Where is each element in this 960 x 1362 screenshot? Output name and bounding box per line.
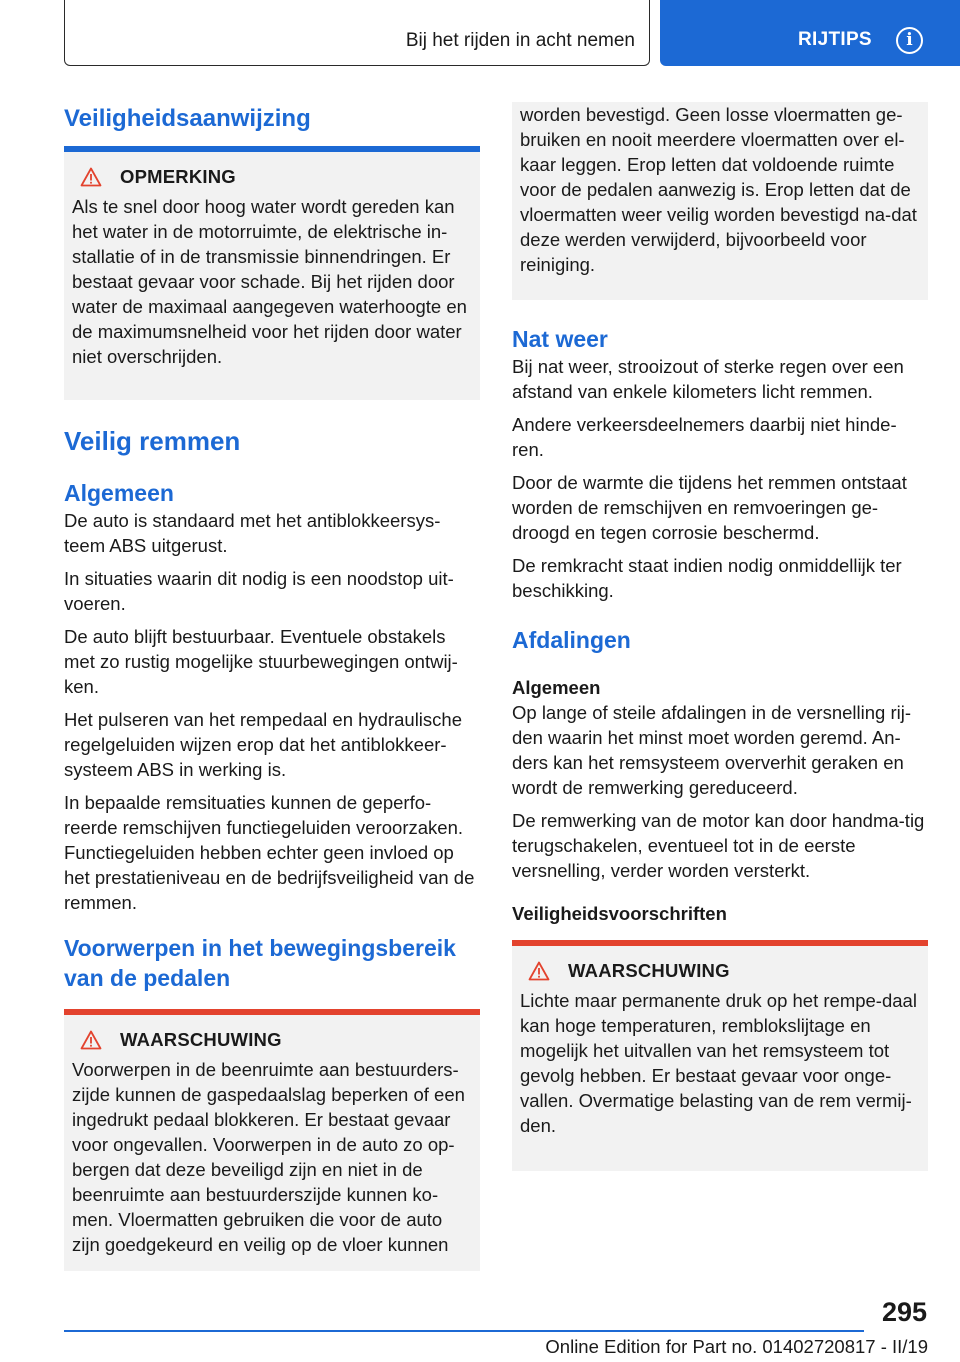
header-chapter-tab xyxy=(64,0,650,66)
note-title-warning: WAARSCHUWING xyxy=(120,1029,282,1050)
note-box-remark xyxy=(64,152,480,400)
left-column xyxy=(64,96,480,1271)
subheading-safety-rules: Veiligheidsvoorschriften xyxy=(512,903,727,924)
paragraph-perforated-discs: In bepaalde remsituaties kunnen de geperfo-reerde remschijven functiegeluiden veroorzaken. Functiegeluiden hebben echter geen invloed op het prestatieniveau en de bedrijfsveiligheid van de remmen. xyxy=(64,792,475,913)
subheading-general: Algemeen xyxy=(512,677,601,698)
paragraph-engine-braking: De remwerking van de motor kan door handma-tig terugschakelen, eventueel tot in de eerste versnelling, verder worden versterkt. xyxy=(512,810,925,881)
paragraph-pulsing: Het pulseren van het rempedaal en hydraulische regelgeluiden wijzen erop dat het antiblokkeer-systeem ABS in werking is. xyxy=(64,709,462,780)
note-header xyxy=(520,960,920,982)
note-title-warning: WAARSCHUWING xyxy=(568,960,730,981)
page-number: 295 xyxy=(881,1297,927,1327)
warning-triangle-icon xyxy=(528,961,550,981)
note-title-remark: OPMERKING xyxy=(120,166,236,187)
heading-safety-instruction: Veiligheidsaanwijzing xyxy=(64,105,311,132)
note-header xyxy=(72,1029,472,1051)
heading-descents: Afdalingen xyxy=(512,627,631,653)
paragraph-brake-force: De remkracht staat indien nodig onmiddellijk ter beschikking. xyxy=(512,555,902,601)
right-column xyxy=(512,102,928,1171)
info-icon[interactable]: i xyxy=(896,27,923,54)
note-text-warning-pedals: Voorwerpen in de beenruimte aan bestuurders-zijde kunnen de gaspedaalslag beperken of een ingedrukt pedaal blokkeren. Er bestaat gevaar voor ongevallen. Voorwerpen in de auto zo op-bergen dat deze beveiligd zijn en niet in de beenruimte aan bestuurderszijde kunnen ko-men. Vloermatten gebruiken die voor de auto zijn goedgekeurd en veilig op de vloer kunnen xyxy=(72,1059,465,1255)
header-section-title: RIJTIPS xyxy=(798,29,872,50)
note-text-remark: Als te snel door hoog water wordt gereden kan het water in de motorruimte, de elektrische in-stallatie of in de transmissie binnendringen. Er bestaat gevaar voor schade. Bij het rijden door water de maximaal aangegeven waterhoogte en de maximumsnelheid voor het rijden door water niet overschrijden. xyxy=(72,196,467,367)
footer-edition: Online Edition for Part no. 01402720817 - II/19 xyxy=(545,1336,928,1357)
note-box-warning-brake-pressure xyxy=(512,946,928,1171)
warning-triangle-icon xyxy=(80,1030,102,1050)
heading-wet-weather: Nat weer xyxy=(512,326,608,352)
header-section-tab[interactable] xyxy=(660,0,960,66)
note-text-warning-continued: worden bevestigd. Geen losse vloermatten ge-bruiken en nooit meerdere vloermatten over el-kaar leggen. Erop letten dat voldoende ruimte voor de pedalen aanwezig is. Erop letten dat de vloermatten weer veilig worden bevestigd na-dat deze werden verwijderd, bijvoorbeeld voor reiniging. xyxy=(520,104,917,275)
footer-divider xyxy=(64,1330,864,1332)
paragraph-wet-brake: Bij nat weer, strooizout of sterke regen over een afstand van enkele kilometers licht remmen. xyxy=(512,356,904,402)
paragraph-long-descents: Op lange of steile afdalingen in de versnelling rij-den waarin het minst moet worden geremd. An-ders kan het remsysteem oververhit geraken en wordt de remwerking gereduceerd. xyxy=(512,702,912,798)
warning-triangle-icon xyxy=(80,167,102,187)
paragraph-emergency-stop: In situaties waarin dit nodig is een noodstop uit-voeren. xyxy=(64,568,454,614)
paragraph-abs: De auto is standaard met het antiblokkeersys-teem ABS uitgerust. xyxy=(64,510,441,556)
paragraph-heat-drying: Door de warmte die tijdens het remmen ontstaat worden de remschijven en remvoeringen ge-droogd en tegen corrosie beschermd. xyxy=(512,472,907,543)
note-box-warning-pedals-continued xyxy=(512,102,928,300)
heading-objects-pedals: Voorwerpen in het bewegingsbereik van de pedalen xyxy=(64,935,456,991)
note-box-warning-pedals xyxy=(64,1015,480,1271)
note-text-brake-pressure: Lichte maar permanente druk op het rempe-daal kan hoge temperaturen, remblokslijtage en mogelijk het uitvallen van het remsysteem tot gevolg hebben. Er bestaat gevaar voor onge-vallen. Overmatige belasting van de rem vermij-den. xyxy=(520,990,917,1136)
header-chapter-title: Bij het rijden in acht nemen xyxy=(405,30,635,51)
heading-safe-braking: Veilig remmen xyxy=(64,426,241,456)
paragraph-steerable: De auto blijft bestuurbaar. Eventuele obstakels met zo rustig mogelijke stuurbewegingen ontwij-ken. xyxy=(64,626,458,697)
heading-general: Algemeen xyxy=(64,480,174,506)
note-header xyxy=(72,166,472,188)
paragraph-other-road-users: Andere verkeersdeelnemers daarbij niet hinde-ren. xyxy=(512,414,897,460)
